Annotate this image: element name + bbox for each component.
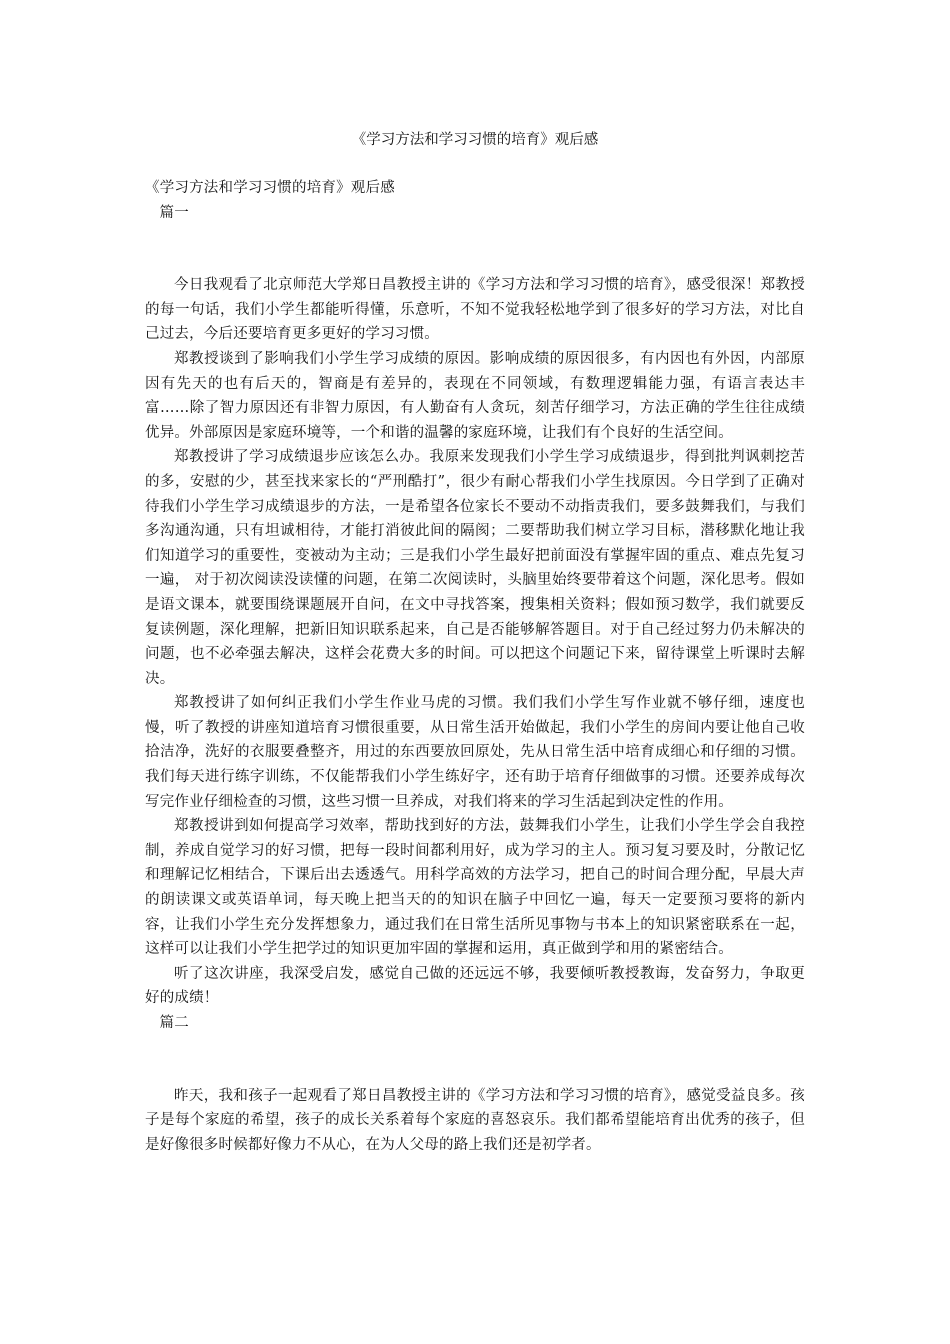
paragraph: 今日我观看了北京师范大学郑日昌教授主讲的《学习方法和学习习惯的培育》，感受很深！郑教授的每一句话，我们小学生都能听得懂，乐意听，不知不觉我轻松地学到了很多好的学习方法，对比自己过去，今后还要培育更多更好的学习习惯。 <box>145 277 805 343</box>
paragraph: 昨天，我和孩子一起观看了郑日昌教授主讲的《学习方法和学习习惯的培育》，感觉受益良多。孩子是每个家庭的希望，孩子的成长关系着每个家庭的喜怒哀乐。我们都希望能培育出优秀的孩子，但是好像很多时候都好像力不从心，在为人父母的路上我们还是初学者。 <box>145 1087 805 1153</box>
document-subtitle: 《学习方法和学习习惯的培育》观后感 <box>145 180 395 196</box>
blank-line <box>145 1036 805 1084</box>
paragraph: 郑教授讲了如何纠正我们小学生作业马虎的习惯。我们我们小学生写作业就不够仔细，速度也慢，听了教授的讲座知道培育习惯很重要，从日常生活开始做起，我们小学生的房间内要让他自己收拾洁净，洗好的衣服要叠整齐，用过的东西要放回原处，先从日常生活中培育成细心和仔细的习惯。我们每天进行练字训练，不仅能帮我们小学生练好字，还有助于培育仔细做事的习惯。还要养成每次写完作业仔细检查的习惯，这些习惯一旦养成，对我们将来的学习生活起到决定性的作用。 <box>145 695 805 810</box>
document-body <box>145 176 805 1157</box>
paragraph: 郑教授讲了学习成绩退步应该怎么办。我原来发现我们小学生学习成绩退步，得到批判讽刺挖苦的多，安慰的少，甚至找来家长的“严刑酷打”，很少有耐心帮我们小学生找原因。今日学到了正确对待我们小学生学习成绩退步的方法，一是希望各位家长不要动不动指责我们，要多鼓舞我们，与我们多沟通沟通，只有坦诚相待，才能打消彼此间的隔阂；二要帮助我们树立学习目标，潜移默化地让我们知道学习的重要性，变被动为主动；三是我们小学生最好把前面没有掌握牢固的重点、难点先复习一遍， 对于初次阅读没读懂的问题，在第二次阅读时，头脑里始终要带着这个问题，深化思考。假如是语文课本，就要围绕课题展开自问，在文中寻找答案，搜集相关资料；假如预习数学，我们就要反复读例题，深化理解，把新旧知识联系起来，自己是否能够解答题目。对于自己经过努力仍未解决的问题，也不必牵强去解决，这样会花费大多的时间。可以把这个问题记下来，留待课堂上听课时去解决。 <box>145 449 805 687</box>
section-label-2: 篇二 <box>159 1015 189 1031</box>
paragraph: 听了这次讲座，我深受启发，感觉自己做的还远远不够，我要倾听教授教诲，发奋努力，争取更好的成绩！ <box>145 965 805 1007</box>
section-label-1: 篇一 <box>159 204 189 221</box>
blank-line <box>145 225 805 273</box>
paragraph: 郑教授谈到了影响我们小学生学习成绩的原因。影响成绩的原因很多，有内因也有外因，内部原因有先天的也有后天的，智商是有差异的，表现在不同领域，有数理逻辑能力强，有语言表达丰富……除了智力原因还有非智力原因，有人勤奋有人贪玩，刻苦仔细学习，方法正确的学生往往成绩优异。外部原因是家庭环境等，一个和谐的温馨的家庭环境，让我们有个良好的生活空间。 <box>145 350 805 441</box>
document-title: 《学习方法和学习习惯的培育》观后感 <box>351 132 599 148</box>
paragraph: 郑教授讲到如何提高学习效率，帮助找到好的方法，鼓舞我们小学生，让我们小学生学会自我控制，养成自觉学习的好习惯，把每一段时间都利用好，成为学习的主人。预习复习要及时，分散记忆和理解记忆相结合，下课后出去透透气。用科学高效的方法学习，把自己的时间合理分配，早晨大声的朗读课文或英语单词，每天晚上把当天的的知识在脑子中回忆一遍，每天一定要预习要将的新内容，让我们小学生充分发挥想象力，通过我们在日常生活所见事物与书本上的知识紧密联系在一起，这样可以让我们小学生把学过的知识更加牢固的掌握和运用，真正做到学和用的紧密结合。 <box>145 818 805 958</box>
